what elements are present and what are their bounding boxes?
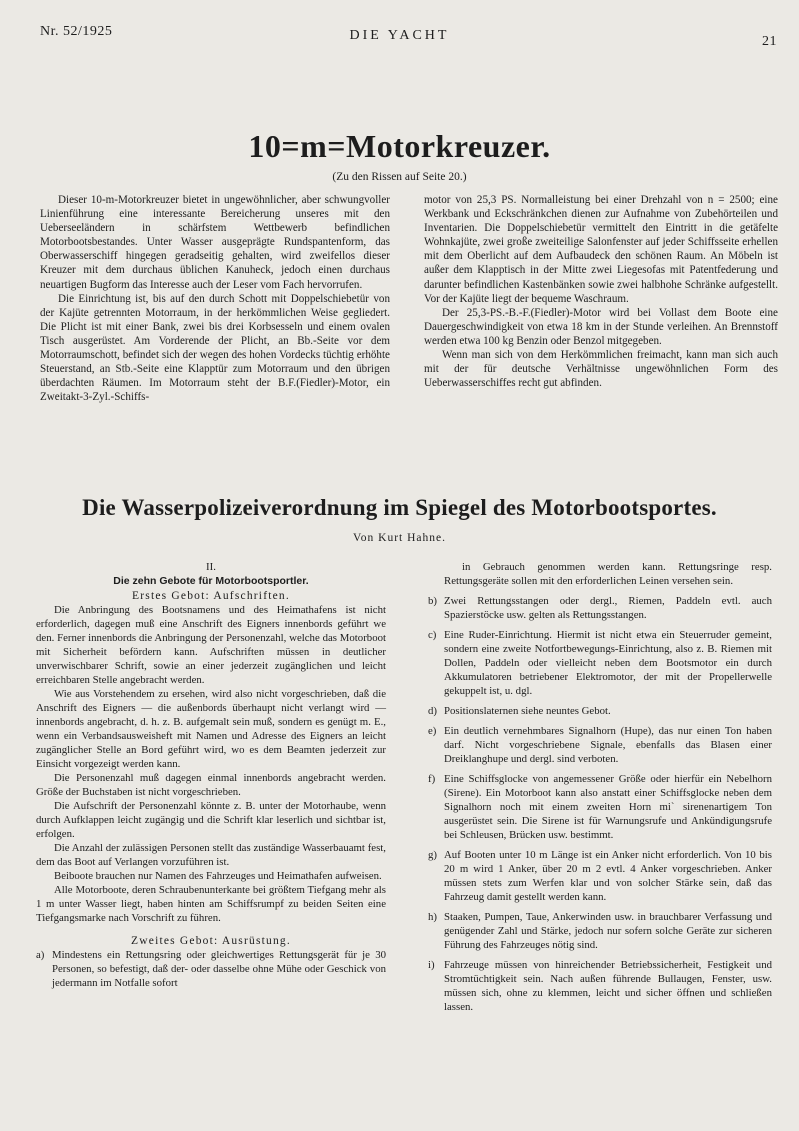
list-item-text: Auf Booten unter 10 m Länge ist ein Anker nicht erforderlich. Von 10 bis 20 m wird 1 Anker, über 20 m 2 evtl. 4 Anker vorgeschrieben. Anker müssen stets zum Werfen klar und von solcher Stärke sein, daß das Fahrzeug damit gestellt werden kann. xyxy=(444,849,772,903)
article2-column-right xyxy=(428,560,772,1014)
list-item xyxy=(428,910,772,952)
list-item-continuation: in Gebrauch genommen werden kann. Rettungsringe resp. Rettungsgeräte sollen mit den erforderlichen Leinen versehen sein. xyxy=(444,561,772,587)
list-item-label: a) xyxy=(36,949,45,961)
list-item-label: h) xyxy=(428,911,437,923)
paragraph: Die Anzahl der zulässigen Personen stellt das zuständige Wasserbauamt fest, dem das Boot auf Verlangen vorzuführen ist. xyxy=(36,842,386,868)
article2-title: Die Wasserpolizeiverordnung im Spiegel des Motorbootsportes. xyxy=(82,495,717,520)
paragraph: Wie aus Vorstehendem zu ersehen, wird also nicht vorgeschrieben, daß die Anschrift des Eigners — die außenbords überhaupt nicht verlangt wird — innenbords angebracht, d. h. z. B. aufgemalt sein muß, sondern es genügt m. E., wenn ein Verbandsausweisheft mit Namen und Adresse des Eigners an leicht zugänglicher Stelle an Bord geführt wird, wo es dem Beamten jederzeit zur Einsicht vorgezeigt werden kann. xyxy=(36,688,386,770)
section-heading: Die zehn Gebote für Motorbootsportler. xyxy=(113,575,309,587)
list-item-label: e) xyxy=(428,725,437,737)
paragraph: Wenn man sich von dem Herkömmlichen freimacht, kann man sich auch mit der für deutsche Verhältnisse ungewöhnlichen Form des Ueberwasserschiffes recht gut abfinden. xyxy=(424,349,778,390)
journal-title: DIE YACHT xyxy=(349,28,450,43)
paragraph: Die Anbringung des Bootsnamens und des Heimathafens ist nicht erforderlich, dagegen muß eine Anschrift des Eigners innenbords geführt we den. Ferner innenbords die Anbringung der Personenzahl, welche das Motorboot mit Sicherheit befördern kann. Aufschriften müssen in deutlicher unverwischbarer Schrift, sowie an einer jederzeit zugänglichen und leicht erreichbaren Stelle angebracht werden. xyxy=(36,604,386,686)
article2-column-left xyxy=(36,560,386,990)
list-item-text: Eine Ruder-Einrichtung. Hiermit ist nicht etwa ein Steuerruder gemeint, sondern eine zweite Notfortbewegungs-Einrichtung, also z. B. Riemen mit Dollen, Paddeln oder vielleicht neben dem Bootsmotor ein durch Akkumulatoren betriebener Elektromotor, der mit der Propellerwelle gekuppelt ist, u. dgl. xyxy=(444,629,772,697)
paragraph: Die Personenzahl muß dagegen einmal innenbords angebracht werden. Größe der Buchstaben ist nicht vorgeschrieben. xyxy=(36,772,386,798)
list-item-text: Mindestens ein Rettungsring oder gleichwertiges Rettungsgerät für je 30 Personen, so befestigt, daß der- oder dasselbe ohne Mühe oder Geschick von jedermann im Notfalle sofort xyxy=(52,949,386,989)
list-item-label: b) xyxy=(428,595,437,607)
paragraph: Dieser 10-m-Motorkreuzer bietet in ungewöhnlicher, aber schwungvoller Linienführung eine interessante Bereicherung unseres mit den Ueberseeländern in schärfstem Wettbewerb befindlichen Motorbootsbestandes. Unter Wasser ausgeprägte Rundspantenform, das Oberwasserschiff hingegen geradseitig gehalten, wird zweifellos dieser Kreuzer mit dem durchaus üblichen Kanuheck, jedoch einen durchaus neuartigen Bugform das Interesse auch der Leser vom Fach hervorrufen. xyxy=(40,194,390,291)
paragraph: Alle Motorboote, deren Schraubenunterkante bei größtem Tiefgang mehr als 1 m unter Wasser liegt, haben hinten am Schiffsrumpf zu beiden Seiten eine Tiefgangsmarke nach Vorschrift zu führen. xyxy=(36,884,386,924)
article1-title: 10=m=Motorkreuzer. xyxy=(248,128,551,164)
list-item-text: Ein deutlich vernehmbares Signalhorn (Hupe), das nur einen Ton haben darf. Nicht vorgeschriebene Signale, ebenfalls das Blasen einer Dreiklanghupe und dergl. sind verboten. xyxy=(444,725,772,765)
paragraph: Die Aufschrift der Personenzahl könnte z. B. unter der Motorhaube, wenn durch Aufklappen leicht zugängig und die Schrift klar leserlich und sichtbar ist, erfolgen. xyxy=(36,800,386,840)
list-item xyxy=(428,772,772,842)
article2-byline: Von Kurt Hahne. xyxy=(352,532,447,544)
paragraph: Beiboote brauchen nur Namen des Fahrzeuges und Heimathafen aufweisen. xyxy=(54,870,382,882)
page-number: 21 xyxy=(762,34,777,49)
list-item-label: i) xyxy=(428,959,435,971)
gebot-heading: Zweites Gebot: Ausrüstung. xyxy=(131,935,291,947)
list-item-label: f) xyxy=(428,773,436,785)
list-item-label: g) xyxy=(428,849,437,861)
paragraph: Die Einrichtung ist, bis auf den durch Schott mit Doppelschiebetür von der Kajüte getrennten Motorraum, in der herkömmlichen Weise gegliedert. Die Plicht ist mit einer Bank, zwei bis drei Korbsesseln und einem ovalen Tisch ausgerüstet. Am Vorderende der Plicht, an Bb.-Seite vor dem Motorraumschott, befindet sich der wegen des hohen Vordecks tüchtig erhöhte Steuerstand, an Stb.-Seite eine Klapptür zum Motorraum und den übrigen überdachten Räumen. Im Motorraum steht der B.F.(Fiedler)-Motor, ein Zweitakt-3-Zyl.-Schiffs- xyxy=(40,292,390,404)
list-item xyxy=(36,948,386,990)
gebot-heading: Erstes Gebot: Aufschriften. xyxy=(132,590,290,602)
list-item-text: Staaken, Pumpen, Taue, Ankerwinden usw. in brauchbarer Verfassung und genügender Zahl und Stärke, jedoch nur sofern solche Geräte zur sicheren Führung des Fahrzeuges nötig sind. xyxy=(444,911,772,951)
paragraph: Der 25,3-PS.-B.-F.(Fiedler)-Motor wird bei Vollast dem Boote eine Dauergeschwindigkeit von etwa 18 km in der Stunde verleihen. An Brennstoff werden etwa 100 kg Benzin oder Benzol mitgegeben. xyxy=(424,306,778,347)
list-item-label: c) xyxy=(428,629,437,641)
list-item xyxy=(428,628,772,698)
list-item-text: Fahrzeuge müssen von hinreichender Betriebssicherheit, Festigkeit und Stromtüchtigkeit sein. Nach außen führende Bullaugen, Fenster, usw. müssen sich, ohne zu klemmen, leicht und sicher öffnen und schließen lassen. xyxy=(444,959,772,1013)
list-item xyxy=(428,704,772,718)
list-item-text: Positionslaternen siehe neuntes Gebot. xyxy=(444,705,611,717)
list-item xyxy=(428,848,772,904)
list-item xyxy=(428,594,772,622)
part-number: II. xyxy=(206,561,216,573)
list-item-text: Eine Schiffsglocke von angemessener Größe oder hierfür ein Nebelhorn (Sirene). Ein Motorboot kann also anstatt einer Schiffsglocke neben dem Signalhorn noch mit einem zweiten Horn mi` sirenenartigem Ton ausgerüstet sein. Die Sirene ist für Warnungsrufe und Ankündigungsrufe bei Schleusen, Brücken usw. bestimmt. xyxy=(444,773,772,841)
list-item xyxy=(428,958,772,1014)
paragraph: motor von 25,3 PS. Normalleistung bei einer Drehzahl von n = 2500; eine Werkbank und Eckschränkchen dienen zur Aufnahme von Zubehörteilen und Inventarien. Die Doppelschiebetür vermittelt den Eintritt in die getäfelte Wohnkajüte, zwei große zweiteilige Salonfenster auf jeder Schiffsseite erhellen mit dem Oberlicht auf dem Aufbaudeck den schönen Raum. An Möbeln ist außer dem Klapptisch in der Mitte zwei Liegesofas mit Patentfederung und darunter befindlichen Kastenbänken sowie zwei halbhohe Schränke aufgestellt. Vor der Kajüte liegt der bequeme Waschraum. xyxy=(424,194,778,305)
issue-number: Nr. 52/1925 xyxy=(40,24,113,39)
list-item-label: d) xyxy=(428,705,437,717)
article1-column-left xyxy=(40,193,390,404)
list-item xyxy=(428,724,772,766)
article1-subtitle: (Zu den Rissen auf Seite 20.) xyxy=(332,171,467,183)
article1-column-right xyxy=(424,193,778,390)
list-item-text: Zwei Rettungsstangen oder dergl., Riemen, Paddeln evtl. auch Spazierstöcke usw. gelten als Rettungsstangen. xyxy=(444,595,772,621)
